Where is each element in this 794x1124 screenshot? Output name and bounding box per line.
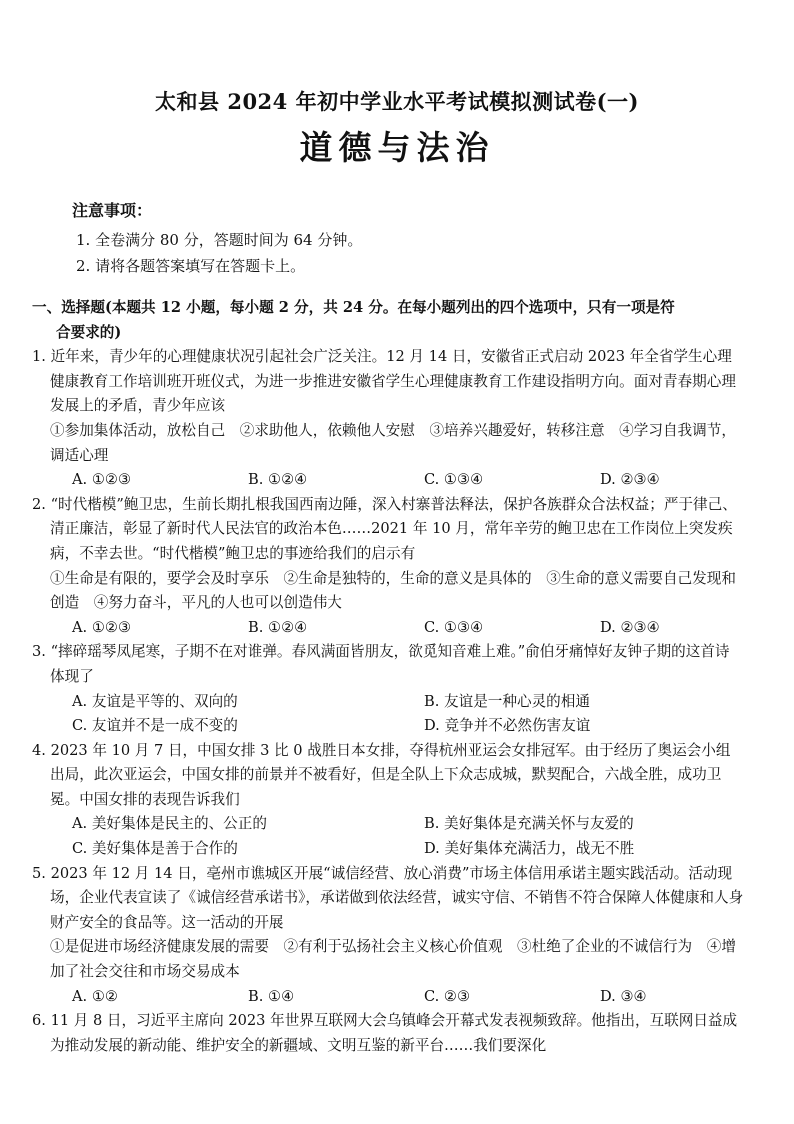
question-6 — [32, 1009, 744, 1058]
question-options — [32, 985, 744, 1010]
notice-item: 2. 请将各题答案填写在答题卡上。 — [76, 257, 306, 275]
section-heading-line: 合要求的) — [56, 323, 122, 341]
option-a: A. 友谊是平等的、双向的 — [72, 692, 238, 710]
option-d: D. ②③④ — [600, 618, 660, 636]
option-b: B. 美好集体是充满关怀与友爱的 — [424, 815, 634, 833]
option-d: D. 美好集体充满活力，战无不胜 — [424, 840, 635, 858]
question-options — [32, 690, 744, 739]
question-5 — [32, 862, 744, 1010]
question-stem: 1. 近年来，青少年的心理健康状况引起社会广泛关注。12 月 14 日，安徽省正式启动 2023 年全省学生心理健康教育工作培训班开班仪式，为进一步推进安徽省学生心理健康教育工作建设指明方向。面对青春期心理发展上的矛盾，青少年应该 — [32, 348, 736, 415]
question-statements: ①参加集体活动，放松自己 ②求助他人，依赖他人安慰 ③培养兴趣爱好，转移注意 ④学习自我调节，调适心理 — [50, 421, 736, 464]
option-b: B. ①②④ — [248, 618, 308, 636]
question-stem: 6. 11 月 8 日，习近平主席向 2023 年世界互联网大会乌镇峰会开幕式发表视频致辞。他指出，互联网日益成为推动发展的新动能、维护安全的新疆域、文明互鉴的新平台……我们要深化 — [32, 1012, 738, 1054]
question-4 — [32, 739, 744, 862]
option-d: D. ②③④ — [600, 471, 660, 489]
section-heading-line: 一、选择题(本题共 12 小题，每小题 2 分，共 24 分。在每小题列出的四个选项中，只有一项是符 — [32, 299, 675, 316]
question-2 — [32, 493, 744, 641]
question-stem: 3. “摔碎瑶琴凤尾寒，子期不在对谁弹。春风满面皆朋友，欲觅知音难上难。”俞伯牙痛悼好友钟子期的这首诗体现了 — [32, 643, 730, 685]
option-b: B. ①②④ — [248, 471, 308, 489]
exam-title: 太和县 2024 年初中学业水平考试模拟测试卷(一) — [155, 89, 639, 114]
option-b: B. 友谊是一种心灵的相通 — [424, 692, 590, 710]
option-c: C. ①③④ — [424, 471, 484, 489]
option-a: A. ①②③ — [72, 471, 132, 489]
question-stem: 4. 2023 年 10 月 7 日，中国女排 3 比 0 战胜日本女排，夺得杭州亚运会女排冠军。由于经历了奥运会小组出局，此次亚运会，中国女排的前景并不被看好，但是全队上下众志成城，默契配合，六战全胜，成功卫冕。中国女排的表现告诉我们 — [32, 741, 731, 808]
option-c: C. ①③④ — [424, 618, 484, 636]
question-1 — [32, 345, 744, 493]
question-options — [32, 616, 744, 641]
question-stem: 5. 2023 年 12 月 14 日，亳州市谯城区开展“诚信经营、放心消费”市场主体信用承诺主题实践活动。活动现场，企业代表宣读了《诚信经营承诺书》，承诺做到依法经营，诚实守信、不销售不符合保障人体健康和人身财产安全的食品等。这一活动的开展 — [32, 864, 744, 931]
option-d: D. 竞争并不必然伤害友谊 — [424, 717, 591, 735]
option-b: B. ①④ — [248, 987, 295, 1005]
option-a: A. ①② — [72, 987, 118, 1005]
question-stem: 2. “时代楷模”鲍卫忠，生前长期扎根我国西南边陲，深入村寨普法释法，保护各族群众合法权益；严于律己、清正廉洁，彰显了新时代人民法官的政治本色……2021 年 10 月，常年辛劳的鲍卫忠在工作岗位上突发疾病，不幸去世。“时代楷模”鲍卫忠的事迹给我们的启示有 — [32, 495, 737, 562]
question-3 — [32, 640, 744, 738]
notice-heading: 注意事项： — [72, 201, 153, 220]
option-c: C. 友谊并不是一成不变的 — [72, 717, 238, 735]
option-d: D. ③④ — [600, 987, 647, 1005]
question-statements: ①是促进市场经济健康发展的需要 ②有利于弘扬社会主义核心价值观 ③杜绝了企业的不诚信行为 ④增加了社会交往和市场交易成本 — [50, 938, 736, 981]
option-c: C. 美好集体是善于合作的 — [72, 840, 238, 858]
option-a: A. 美好集体是民主的、公正的 — [72, 815, 267, 833]
question-content — [32, 296, 744, 1058]
notice-block — [72, 198, 362, 279]
question-options — [32, 812, 744, 861]
option-a: A. ①②③ — [72, 618, 132, 636]
section-heading — [32, 296, 744, 345]
question-options — [32, 468, 744, 493]
notice-item: 1. 全卷满分 80 分，答题时间为 64 分钟。 — [76, 231, 363, 249]
option-c: C. ②③ — [424, 987, 471, 1005]
subject-title: 道德与法治 — [299, 128, 495, 167]
question-statements: ①生命是有限的，要学会及时享乐 ②生命是独特的，生命的意义是具体的 ③生命的意义需要自己发现和创造 ④努力奋斗，平凡的人也可以创造伟大 — [50, 569, 736, 612]
